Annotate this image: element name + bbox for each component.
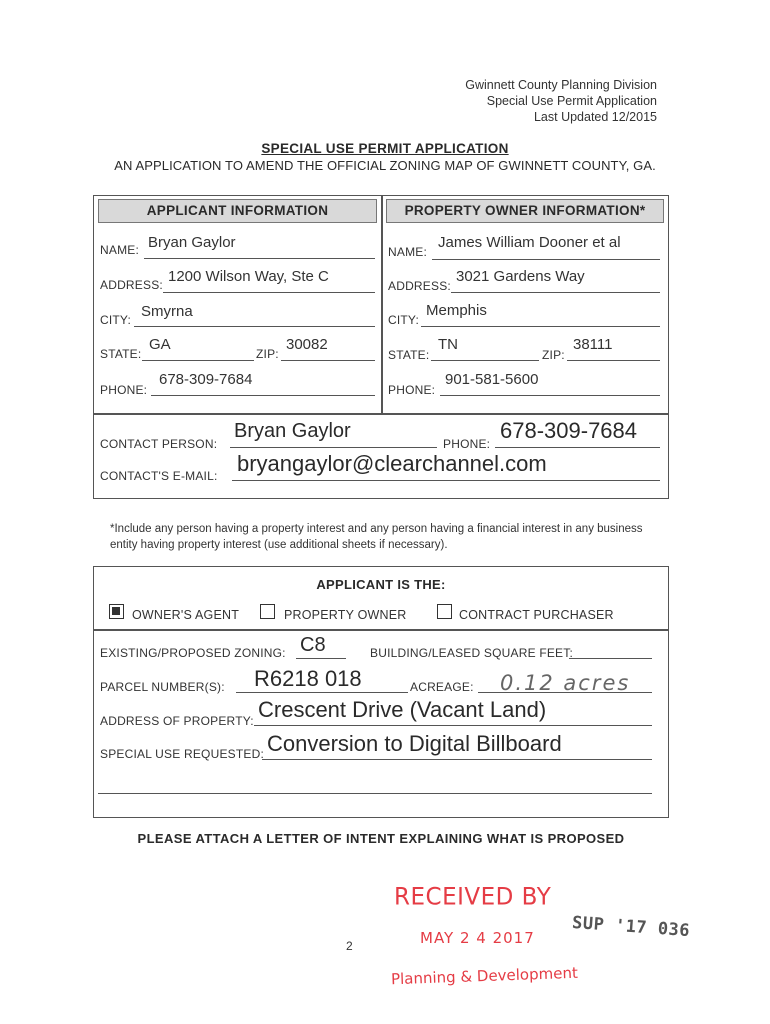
special-use-label: SPECIAL USE REQUESTED: — [100, 747, 264, 761]
applicant-zip-line — [281, 360, 375, 361]
property-interest-note: *Include any person having a property interest and any person having a financial interest in any business entity having property interest (use additional sheets if necessary). — [110, 523, 643, 551]
owner-zip-field[interactable]: 38111 — [573, 336, 613, 353]
special-use-line — [262, 759, 652, 760]
applicant-heading: APPLICANT INFORMATION — [98, 199, 377, 223]
header-updated: Last Updated 12/2015 — [533, 110, 657, 124]
applicant-state-label: STATE: — [100, 347, 142, 361]
zoning-label: EXISTING/PROPOSED ZONING: — [100, 646, 286, 660]
contact-email-label: CONTACT'S E-MAIL: — [100, 469, 218, 483]
owner-address-field[interactable]: 3021 Gardens Way — [456, 268, 585, 285]
contract-purchaser-label: CONTRACT PURCHASER — [459, 608, 614, 622]
parcel-field[interactable]: R6218 018 — [254, 666, 362, 691]
applicant-address-label: ADDRESS: — [100, 278, 163, 292]
owner-city-line — [421, 326, 660, 327]
contact-email-line — [232, 480, 660, 481]
contact-phone-field[interactable]: 678-309-7684 — [500, 418, 638, 443]
applicant-state-line — [142, 360, 254, 361]
owner-address-line — [451, 292, 660, 293]
received-stamp: RECEIVED BY — [394, 883, 552, 911]
property-owner-label: PROPERTY OWNER — [284, 608, 407, 622]
sqft-label: BUILDING/LEASED SQUARE FEET: — [370, 646, 573, 660]
applicant-phone-field[interactable]: 678-309-7684 — [159, 371, 253, 388]
owner-city-label: CITY: — [388, 313, 420, 327]
owners-agent-checkbox[interactable] — [109, 604, 124, 619]
owner-phone-line — [440, 395, 660, 396]
info-column-divider — [381, 196, 383, 414]
owner-state-line — [431, 360, 539, 361]
applicant-phone-label: PHONE: — [100, 383, 148, 397]
applicant-name-label: NAME: — [100, 243, 140, 257]
page-title: SPECIAL USE PERMIT APPLICATION — [261, 141, 509, 156]
sqft-line — [569, 658, 652, 659]
header-division: Gwinnett County Planning Division — [465, 78, 657, 92]
owner-state-label: STATE: — [388, 348, 430, 362]
owners-agent-label: OWNER'S AGENT — [132, 608, 240, 622]
owner-phone-field[interactable]: 901-581-5600 — [445, 371, 539, 388]
acreage-line — [478, 692, 652, 693]
applicant-name-field[interactable]: Bryan Gaylor — [148, 234, 236, 251]
owner-phone-label: PHONE: — [388, 383, 436, 397]
applicant-is-heading: APPLICANT IS THE: — [316, 577, 446, 592]
document-header — [465, 77, 657, 125]
owner-state-field[interactable]: TN — [438, 336, 458, 353]
owner-name-field[interactable]: James William Dooner et al — [438, 234, 621, 251]
page-subtitle: AN APPLICATION TO AMEND THE OFFICIAL ZONING MAP OF GWINNETT COUNTY, GA. — [114, 158, 656, 173]
owner-zip-label: ZIP: — [542, 348, 565, 362]
owner-name-label: NAME: — [388, 245, 428, 259]
header-form-name: Special Use Permit Application — [486, 94, 657, 108]
case-number-stamp: SUP '17 036 — [571, 912, 691, 942]
contract-purchaser-checkbox[interactable] — [437, 604, 452, 619]
property-owner-checkbox[interactable] — [260, 604, 275, 619]
property-address-field[interactable]: Crescent Drive (Vacant Land) — [258, 697, 547, 722]
owner-zip-line — [567, 360, 660, 361]
parcel-label: PARCEL NUMBER(S): — [100, 680, 225, 694]
property-address-label: ADDRESS OF PROPERTY: — [100, 714, 254, 728]
applicant-zip-label: ZIP: — [256, 347, 279, 361]
page-number: 2 — [346, 939, 353, 953]
contact-email-field[interactable]: bryangaylor@clearchannel.com — [237, 451, 547, 476]
applicant-state-field[interactable]: GA — [149, 336, 171, 353]
owner-name-line — [432, 259, 660, 260]
zoning-field[interactable]: C8 — [300, 634, 326, 656]
special-use-field[interactable]: Conversion to Digital Billboard — [267, 731, 562, 756]
owner-address-label: ADDRESS: — [388, 279, 451, 293]
applicant-address-field[interactable]: 1200 Wilson Way, Ste C — [168, 268, 329, 285]
applicant-address-line — [163, 292, 375, 293]
contact-phone-line — [495, 447, 660, 448]
applicant-city-line — [134, 326, 375, 327]
owner-heading: PROPERTY OWNER INFORMATION* — [386, 199, 664, 223]
acreage-field[interactable]: 0.12 acres — [500, 671, 631, 695]
zoning-line — [296, 658, 346, 659]
owner-city-field[interactable]: Memphis — [426, 302, 487, 319]
applicant-type-divider — [94, 629, 668, 631]
contact-person-label: CONTACT PERSON: — [100, 437, 218, 451]
contact-phone-label: PHONE: — [443, 437, 491, 451]
applicant-city-label: CITY: — [100, 313, 132, 327]
applicant-city-field[interactable]: Smyrna — [141, 303, 193, 320]
attach-letter-note: PLEASE ATTACH A LETTER OF INTENT EXPLAINING WHAT IS PROPOSED — [137, 831, 625, 846]
special-use-extra-line — [98, 793, 652, 794]
applicant-name-line — [144, 258, 375, 259]
received-department: Planning & Development — [390, 963, 579, 989]
contact-person-field[interactable]: Bryan Gaylor — [234, 420, 351, 442]
acreage-label: ACREAGE: — [410, 680, 474, 694]
parcel-line — [236, 692, 408, 693]
applicant-zip-field[interactable]: 30082 — [286, 336, 328, 353]
applicant-phone-line — [151, 395, 375, 396]
contact-divider — [94, 413, 668, 415]
property-address-line — [254, 725, 652, 726]
received-date: MAY 2 4 2017 — [420, 929, 535, 947]
contact-person-line — [230, 447, 437, 448]
